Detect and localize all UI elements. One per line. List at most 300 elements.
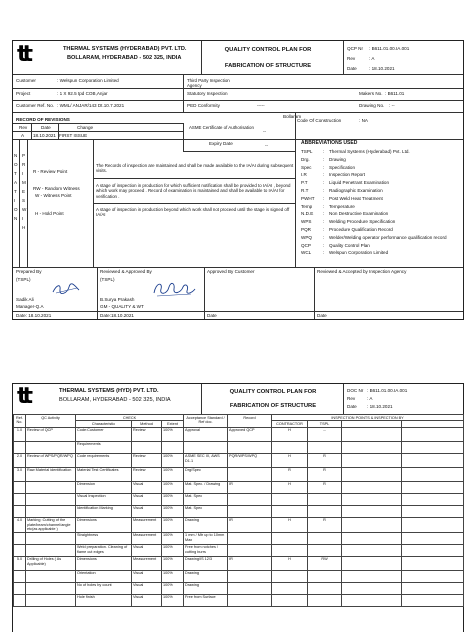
qc-table-cell bbox=[308, 441, 342, 453]
abbrev-colon: : bbox=[323, 242, 325, 248]
abbrev-code: PQR bbox=[301, 227, 311, 232]
qc-table-cell: 100% bbox=[162, 427, 184, 441]
qc-table-cell bbox=[14, 493, 26, 505]
qc-table-cell: 100% bbox=[162, 493, 184, 505]
qc-table-cell: Visual Inspection bbox=[76, 493, 132, 505]
qc-table-cell: 2.0 bbox=[14, 453, 26, 467]
rev-col-header: Rev bbox=[19, 125, 28, 130]
qc-table-cell bbox=[342, 544, 402, 556]
prepared-role: Manager-Q.A bbox=[16, 304, 44, 309]
qc-activity-table bbox=[13, 414, 464, 607]
qc-table-cell bbox=[26, 493, 76, 505]
qc-table-cell bbox=[342, 493, 402, 505]
qc-table-cell: 100% bbox=[162, 532, 184, 544]
qc-table-cell bbox=[342, 453, 402, 467]
qc-table-cell: 100% bbox=[162, 505, 184, 517]
qc-table-cell: H bbox=[272, 517, 308, 532]
abbrev-colon: : bbox=[323, 195, 325, 201]
company-name: THERMAL SYSTEMS (HYDERABAD) PVT. LTD. bbox=[63, 46, 187, 52]
abbrev-code: N.D.E bbox=[301, 211, 314, 217]
date-value: 18.10.2021 bbox=[371, 66, 395, 71]
qc-table-cell bbox=[228, 582, 272, 594]
qc-table-cell bbox=[342, 427, 402, 441]
tspl-header: TSPL bbox=[308, 421, 342, 427]
abbrev-colon: : bbox=[323, 149, 325, 154]
qc-table-cell bbox=[272, 505, 308, 517]
record-header: Record bbox=[228, 415, 272, 428]
qc-table-cell: Requirements bbox=[76, 441, 132, 453]
qc-table-cell bbox=[228, 505, 272, 517]
qc-table-cell bbox=[402, 594, 464, 606]
qc-table-cell bbox=[308, 505, 342, 517]
qc-table-cell: 1 mm / Mtr up to 10mm Max bbox=[184, 532, 228, 544]
abbrev-code: Temp bbox=[301, 203, 313, 209]
qc-table-cell: Review bbox=[132, 427, 162, 441]
qc-table-cell bbox=[26, 481, 76, 493]
qc-table-cell bbox=[228, 467, 272, 481]
point-rw-label: Random Witness bbox=[44, 186, 80, 191]
rev-label: Rev bbox=[347, 56, 356, 61]
qc-table-cell: Mat. Spec bbox=[184, 505, 228, 517]
qc-table-cell bbox=[14, 594, 26, 606]
qc-table-cell: Material Test Certificates bbox=[76, 467, 132, 481]
qc-table-cell: Measurement bbox=[132, 517, 162, 532]
rev-label-page2: Rev bbox=[347, 396, 356, 401]
reviewed-role: GM - QUALITY & WT bbox=[100, 304, 144, 309]
abbrev-colon: : bbox=[323, 180, 325, 186]
qcp-nr-label: QCP Nr bbox=[347, 46, 363, 51]
bollaram-label: Bollaram bbox=[283, 114, 302, 119]
qc-table-cell: Identification Marking bbox=[76, 505, 132, 517]
qcp-title-line1: QUALITY CONTROL PLAN FOR bbox=[224, 47, 312, 53]
qc-table-cell bbox=[272, 570, 308, 582]
notation-point-letter: H bbox=[22, 225, 26, 230]
extent-header: Extent bbox=[162, 421, 184, 427]
ref-header: Ref. No. bbox=[14, 415, 26, 428]
reviewed-by-header: Reviewed & Approved By bbox=[100, 269, 152, 274]
reviewed-tspl: (TSPL) bbox=[100, 277, 115, 282]
qc-table-cell bbox=[402, 556, 464, 570]
qc-table-cell bbox=[26, 441, 76, 453]
qcp-nr-value: B611.01.00.IA.001 bbox=[371, 46, 410, 51]
qc-table-row bbox=[14, 544, 464, 556]
qc-table-cell bbox=[402, 453, 464, 467]
notation-point-letter: R bbox=[22, 162, 26, 167]
qc-table-cell bbox=[272, 493, 308, 505]
qc-table-cell bbox=[228, 493, 272, 505]
date-label-page2: Date bbox=[347, 404, 357, 409]
doc-nr-value: B611.01.00.IA.001 bbox=[369, 388, 408, 393]
notation-letter: T bbox=[14, 171, 17, 176]
qc-table-cell: 100% bbox=[162, 517, 184, 532]
qc-table-row bbox=[14, 505, 464, 517]
notation-point-letter: P bbox=[22, 153, 26, 158]
reviewed-date: Date:18.10.2021 bbox=[100, 313, 134, 318]
qc-table-cell: Hole finish bbox=[76, 594, 132, 606]
abbrev-code: P.T bbox=[301, 180, 308, 186]
qc-table-cell bbox=[402, 517, 464, 532]
qc-table-cell: Marking :Cutting of the plate/beam/channel/angle etc(as applicable ) bbox=[26, 517, 76, 532]
abbrev-meaning: Welder/Welding operator performance qualification record bbox=[329, 234, 447, 240]
point-w-label: Witness Point bbox=[43, 193, 72, 198]
abbrev-meaning: Thermal Systems (Hyderabad) Pvt. Ltd. bbox=[329, 149, 410, 154]
date-label: Date bbox=[347, 66, 357, 71]
qc-table-cell bbox=[308, 582, 342, 594]
notation-letter: I bbox=[14, 198, 16, 203]
qc-table-cell bbox=[26, 532, 76, 544]
qc-table-cell: Visual bbox=[132, 594, 162, 606]
abbrev-colon: : bbox=[323, 203, 325, 209]
customer-label: Customer bbox=[16, 78, 36, 83]
point-r bbox=[33, 169, 67, 174]
qc-table-cell bbox=[228, 441, 272, 453]
abbrev-meaning: Welding Procedure Specification bbox=[329, 219, 396, 225]
notation-point-letter: I bbox=[22, 171, 24, 176]
qc-table-cell: Visual bbox=[132, 570, 162, 582]
rev-value: A bbox=[371, 56, 375, 61]
statutory-label: Statutory Inspection bbox=[187, 91, 228, 96]
qcp-title-line2: FABRICATION OF STRUCTURE bbox=[224, 63, 312, 69]
makers-value: B611.01 bbox=[387, 91, 405, 96]
qc-table-cell bbox=[162, 441, 184, 453]
qc-table-cell: Code:Customer bbox=[76, 427, 132, 441]
qc-table-cell: No of holes by count bbox=[76, 582, 132, 594]
abbrev-meaning: Specification bbox=[329, 164, 356, 170]
prepared-by-header: Prepared By bbox=[16, 269, 42, 274]
qc-table-cell bbox=[342, 517, 402, 532]
project-value: 1 X 92.5 tpd COB,Anjar bbox=[59, 91, 108, 96]
expiry-value: -- bbox=[265, 143, 269, 148]
code-label: Code Of Construction bbox=[297, 118, 342, 123]
qc-table-cell: IR bbox=[228, 517, 272, 532]
qc-table-cell bbox=[14, 544, 26, 556]
point-h-text: A stage of inspection in production beyond which work shall not proceed until the stage is signed off IA/AI bbox=[96, 207, 290, 218]
abbrev-code: Spec bbox=[301, 164, 312, 170]
qc-table-cell bbox=[272, 582, 308, 594]
expiry-label: Expiry Date bbox=[209, 141, 233, 146]
qc-table-row bbox=[14, 532, 464, 544]
abbrev-colon: : bbox=[323, 172, 325, 178]
qc-table-cell: Measurement bbox=[132, 556, 162, 570]
qc-table-cell bbox=[26, 594, 76, 606]
qc-table-row bbox=[14, 556, 464, 570]
point-r-code: R - bbox=[33, 169, 40, 174]
qc-table-cell: Review of QCP bbox=[26, 427, 76, 441]
qc-table-row bbox=[14, 467, 464, 481]
qc-table-cell bbox=[342, 582, 402, 594]
qc-table-cell: ASME SEC IX, AWS D1.1 bbox=[184, 453, 228, 467]
qc-table-cell bbox=[402, 493, 464, 505]
abbrev-code: I.R bbox=[301, 172, 307, 178]
company-address-page2: BOLLARAM, HYDERABAD - 502 325, INDIA bbox=[59, 397, 171, 403]
qc-table-cell bbox=[272, 441, 308, 453]
rev-row-change: FIRST ISSUE bbox=[59, 133, 88, 138]
qc-table-cell bbox=[132, 441, 162, 453]
notation-letter: T bbox=[14, 189, 17, 194]
qc-table-cell bbox=[402, 427, 464, 441]
point-rw-code: RW - bbox=[33, 186, 44, 191]
ped-label: PED Conformity bbox=[187, 103, 220, 108]
customer-date: Date bbox=[207, 313, 217, 318]
asme-value: -- bbox=[263, 129, 267, 134]
agency-header: Reviewed & Accepted by Inspection Agency bbox=[317, 269, 407, 274]
point-w-code: W - bbox=[35, 193, 43, 198]
qc-table-cell bbox=[228, 594, 272, 606]
abbrev-code: Drg. bbox=[301, 156, 310, 162]
abbrev-code: R.T bbox=[301, 188, 309, 193]
prepared-date: Date: 18.10.2021 bbox=[16, 313, 52, 318]
notation-letter: A bbox=[14, 180, 18, 185]
change-col-header: Change bbox=[77, 125, 94, 130]
qc-table-cell bbox=[272, 544, 308, 556]
drawing-value: -- bbox=[391, 103, 395, 108]
abbrev-colon: : bbox=[323, 211, 325, 217]
notation-letter: O bbox=[14, 162, 18, 167]
notation-point-letter: E bbox=[22, 189, 26, 194]
qc-table-cell bbox=[342, 467, 402, 481]
abbrev-colon: : bbox=[323, 156, 325, 162]
prepared-name: Sadik Ali bbox=[16, 297, 34, 302]
qc-table-cell bbox=[184, 441, 228, 453]
abbrev-meaning: Temperature bbox=[329, 203, 355, 209]
inspection-header: INSPECTION POINTS & INSPECTION BY bbox=[272, 415, 464, 421]
qc-table-cell: R bbox=[308, 481, 342, 493]
customer-value: Welspun Corporation Limited bbox=[59, 78, 119, 83]
qc-table-cell: Free from notches / cutting burrs bbox=[184, 544, 228, 556]
qc-table-cell: Code requirements bbox=[76, 453, 132, 467]
qc-table-cell: Free from Surface bbox=[184, 594, 228, 606]
project-label: Project bbox=[16, 91, 31, 96]
qc-table-cell bbox=[14, 570, 26, 582]
company-name-page2: THERMAL SYSTEMS (HYD) PVT. LTD. bbox=[59, 388, 159, 394]
qc-table-row bbox=[14, 493, 464, 505]
abbrev-title: ABBREVIATIONS USED bbox=[301, 140, 358, 146]
point-r-label: Review Point bbox=[40, 169, 68, 174]
abbrev-meaning: Inspection Report bbox=[329, 172, 366, 178]
tspl-logo-page2: tt bbox=[17, 384, 29, 409]
qc-table-row bbox=[14, 582, 464, 594]
qc-table-cell bbox=[342, 594, 402, 606]
qc-table-cell bbox=[228, 532, 272, 544]
qc-table-cell: Drawing bbox=[184, 570, 228, 582]
qc-table-cell bbox=[342, 441, 402, 453]
qc-table-cell bbox=[14, 532, 26, 544]
point-w bbox=[35, 193, 72, 198]
abbrev-meaning: Liquid Penetrant Examination bbox=[329, 180, 390, 186]
qc-table-row bbox=[14, 441, 464, 453]
date-value-page2: 18.10.2021 bbox=[369, 404, 393, 409]
qc-table-cell: 1.0 bbox=[14, 427, 26, 441]
qc-table-cell bbox=[26, 505, 76, 517]
qcp-title-page2-line1: QUALITY CONTROL PLAN FOR bbox=[229, 389, 317, 395]
agency-date: Date bbox=[317, 313, 327, 318]
qc-table-cell: Dimensions bbox=[76, 517, 132, 532]
qc-table-cell: Visual bbox=[132, 582, 162, 594]
abbrev-code: WPQ bbox=[301, 234, 312, 240]
qc-table-cell: 4.0 bbox=[14, 517, 26, 532]
qc-table-cell: 100% bbox=[162, 582, 184, 594]
qc-table-cell: 3.0 bbox=[14, 467, 26, 481]
qc-table-cell: 100% bbox=[162, 594, 184, 606]
qc-table-row bbox=[14, 570, 464, 582]
qc-table-cell: R bbox=[308, 517, 342, 532]
drawing-label: Drawing No. bbox=[359, 103, 385, 108]
qc-table-cell bbox=[402, 544, 464, 556]
qcp-page-1: tt THERMAL SYSTEMS (HYDERABAD) PVT. LTD. BOLLARAM, HYDERABAD - 502 325, INDIA QUALITY CONTROL PLAN FOR FABRICATION OF STRUCTURE QCP Nr Rev Date : B611.01.00.IA.001 : A : 18.10.2021 Customer : Welspun Corporation Limited Third Party Inspection Agency Project : 1 X 92.5 tpd COB,Anjar Statutory Inspection Makers No. : B611.01 Customer Ref. No. : WML/ ANJAR/143 Dt.10.7.2021 PED Conformity ----- Drawing No. : -- Bollaram RECORD OF REVISIONS Rev Date Change A 18.10.2021 FIRST ISSUE ASME Certificate of Authorisation -- Expiry Date -- Code Of Construction : NA N O T A T I O N P R I M E S W I H R - Review Point The Records of inspection are maintained and shall be made available to the IA/AI during subsequent visits. RW - Random Witness A stage of inspection in production for which sufficient notification shall be provided to IA/AI , beyond which work may proceed . Record of examination is maintained and shall be available to IA/AI for verification . W - Witness Point H - Hold Point A stage of inspection in production beyond which work shall not proceed until the stage is signed off IA/AI ABBREVIATIONS USED TSPL : Thermal Systems (Hyderabad) Pvt. Ltd. Drg. : Drawing Spec : Specification I.R : Inspection Report P.T : Liquid Penetrant Examination R.T : Radiographic Examination PWHT : Post Weld Heat Treatment Temp : Temperature N.D.E : Non Destructive Examination WPS : Welding Procedure Specification PQR : Procedure Qualification Record WPQ : Welder/Welding operator performance qualification record QCP : Quality Control Plan WCL : Welspun Corporation Limited Prepared By (TSPL) Reviewed & Approved By (TSPL) Approved By Customer Reviewed & Accepted by Inspection Agency Sadik Ali Manager-Q.A B.Surya Prakash GM - QUALITY & WT Date: 18.10.2021 Date:18.10.2021 Date Date bbox=[12, 40, 464, 320]
qc-table-cell bbox=[308, 594, 342, 606]
qc-table-cell: IR bbox=[228, 481, 272, 493]
qc-table-cell: Measurement bbox=[132, 532, 162, 544]
qc-table-cell: PQR/WPS/WPQ bbox=[228, 453, 272, 467]
qc-table-cell bbox=[308, 570, 342, 582]
qc-table-cell bbox=[402, 532, 464, 544]
notation-point-letter: S bbox=[22, 198, 26, 203]
qc-table-cell: Review bbox=[132, 467, 162, 481]
acceptance-header: Acceptance Standard / Ref doc. bbox=[184, 415, 228, 428]
qc-table-cell bbox=[402, 505, 464, 517]
qc-table-cell bbox=[26, 582, 76, 594]
abbrev-code: TSPL bbox=[301, 149, 313, 154]
qc-table-cell bbox=[14, 505, 26, 517]
abbrev-code: QCP bbox=[301, 242, 311, 248]
qc-table-cell: H bbox=[272, 556, 308, 570]
qc-table-cell: 100% bbox=[162, 481, 184, 493]
contractor-header: CONTRACTOR bbox=[272, 421, 308, 427]
qc-table-cell bbox=[14, 582, 26, 594]
notation-point-letter: M bbox=[22, 180, 26, 185]
qc-table-cell: Dimension bbox=[76, 481, 132, 493]
rev-row-date: 18.10.2021 bbox=[33, 133, 56, 138]
qc-table-cell bbox=[342, 505, 402, 517]
notation-point-letter: I bbox=[22, 216, 24, 221]
cust-ref-label: Customer Ref. No. bbox=[16, 103, 55, 108]
point-r-text: The Records of inspection are maintained and shall be made available to the IA/AI during subsequent visits. bbox=[96, 163, 294, 174]
qc-table-cell: Visual bbox=[132, 544, 162, 556]
point-rw bbox=[33, 186, 80, 191]
signature-surya bbox=[151, 279, 197, 299]
qc-table-cell bbox=[342, 481, 402, 493]
rev-value-page2: A bbox=[369, 396, 373, 401]
abbrev-colon: : bbox=[323, 234, 325, 240]
point-rw-text: A stage of inspection in production for which sufficient notification shall be provided to IA/AI , beyond which work may proceed . Record of examination is maintained and shall be available to IA/AI for verification . bbox=[96, 183, 291, 199]
qc-table-cell: Visual bbox=[132, 493, 162, 505]
qc-table-cell: Review of WPS/PQR/WPQ bbox=[26, 453, 76, 467]
qc-table-cell: 5.0 bbox=[14, 556, 26, 570]
qc-table-cell: Approved QCP bbox=[228, 427, 272, 441]
abbrev-colon: : bbox=[323, 164, 325, 170]
qc-table-cell: 100% bbox=[162, 544, 184, 556]
qc-table-cell: H bbox=[272, 481, 308, 493]
qc-table-cell bbox=[272, 594, 308, 606]
notation-letter: N bbox=[14, 153, 18, 158]
qc-table-cell bbox=[308, 493, 342, 505]
abbrev-colon: : bbox=[323, 219, 325, 225]
qc-table-cell bbox=[228, 544, 272, 556]
third-party-label: Third Party Inspection Agency bbox=[187, 78, 230, 89]
qc-table-cell: Dimensions bbox=[76, 556, 132, 570]
abbrev-meaning: Drawing bbox=[329, 156, 346, 162]
qc-table-cell: Drawing bbox=[184, 582, 228, 594]
asme-label: ASME Certificate of Authorisation bbox=[189, 125, 254, 130]
qc-table-cell bbox=[342, 532, 402, 544]
ped-value: ----- bbox=[257, 103, 265, 108]
point-h-code: H - bbox=[35, 211, 42, 216]
abbrev-meaning: Welspun Corporation Limited bbox=[329, 250, 389, 256]
qc-table-cell: Visual bbox=[132, 505, 162, 517]
abbrev-code: WCL bbox=[301, 250, 312, 256]
abbrev-meaning: Quality Control Plan bbox=[329, 242, 370, 248]
qc-table-cell: Mat. Spec. / Drawing bbox=[184, 481, 228, 493]
qc-table-cell: Orientation bbox=[76, 570, 132, 582]
qc-table-cell bbox=[402, 570, 464, 582]
qc-table-row bbox=[14, 517, 464, 532]
qc-table-cell: Raw Material identification bbox=[26, 467, 76, 481]
approved-customer-header: Approved By Customer bbox=[207, 269, 255, 274]
cust-ref-value: WML/ ANJAR/143 Dt.10.7.2021 bbox=[59, 103, 125, 108]
qc-table-cell bbox=[26, 570, 76, 582]
qc-table-cell: RW bbox=[308, 556, 342, 570]
abbrev-meaning: Procedure Qualification Record bbox=[329, 227, 393, 232]
abbrev-code: PWHT bbox=[301, 195, 315, 201]
company-address: BOLLARAM, HYDERABAD - 502 325, INDIA bbox=[67, 55, 182, 61]
qc-table-cell bbox=[402, 441, 464, 453]
code-value: NA bbox=[361, 118, 368, 123]
qc-table-cell: Drg/Spec bbox=[184, 467, 228, 481]
prepared-tspl: (TSPL) bbox=[16, 277, 31, 282]
qc-table-cell: Straightness bbox=[76, 532, 132, 544]
point-h-label: Hold Point bbox=[42, 211, 64, 216]
notation-point-letter: W bbox=[22, 207, 27, 212]
qc-table-cell: R bbox=[308, 453, 342, 467]
qc-table-cell bbox=[342, 570, 402, 582]
qc-table-row bbox=[14, 453, 464, 467]
signature-sadik bbox=[51, 282, 81, 296]
qc-table-cell: Drawing/IS 12/3 bbox=[184, 556, 228, 570]
qc-table-cell: Drawing bbox=[184, 517, 228, 532]
qc-table-cell: H bbox=[272, 427, 308, 441]
qc-table-cell: 100% bbox=[162, 556, 184, 570]
activity-header: QC Activity bbox=[26, 415, 76, 428]
qc-table-cell bbox=[342, 556, 402, 570]
qc-table-cell: Visual bbox=[132, 481, 162, 493]
abbrev-colon: : bbox=[323, 227, 325, 232]
reviewed-name: B.Surya Prakash bbox=[100, 297, 135, 302]
notation-letter: O bbox=[14, 207, 18, 212]
qc-table-cell: R bbox=[272, 467, 308, 481]
qc-table-cell: -- bbox=[308, 427, 342, 441]
qcp-page-2: tt THERMAL SYSTEMS (HYD) PVT. LTD. BOLLARAM, HYDERABAD - 502 325, INDIA QUALITY CONTROL PLAN FOR FABRICATION OF STRUCTURE DOC Nr Rev Date : B611.01.00.IA.001 : A : 18.10.2021 Ref. No. QC Activity CHECK Acceptance Standard / Ref doc. Record INSPECTION POINTS & INSPECTION BY Characteristic Method Extent CONTRACTOR TSPL 1.0 Review of QCP Code:Customer Review 100% Approval Approved QCP H -- Requirements 2.0 Review of WPS/PQR/WPQ Code requirements Review 100% ASME SEC IX, AWS D1.1 PQR/WPS/WPQ H R 3.0 Raw Material identification Material Test Certificates Review 100% Drg/Spec R R Dimension Visual 100% Mat. Spec. / Drawing IR H R Visual Inspection Visual 100% Mat. Spec Identification Marking Visual 100% Mat. Spec 4.0 Marking :Cutting of the plate/beam/channel/angle etc(as applicable ) Dimensions Measurement 100% Drawing IR H R Straightness Measurement 100% 1 mm / Mtr up to 10mm Max Weld preparation. Cleaning of flame cut edges Visual 100% Free from notches / cutting burrs 5.0 Drilling of Holes ( As Applicable) Dimensions Measurement 100% Drawing/IS 12/3 IR H RW Orientation Visual 100% Drawing No of holes by count Visual 100% Drawing Hole finish Visual 100% Free from Surface bbox=[12, 383, 464, 632]
method-header: Method bbox=[132, 421, 162, 427]
qc-table-row bbox=[14, 594, 464, 606]
doc-nr-label: DOC Nr bbox=[347, 388, 364, 393]
check-header: CHECK bbox=[76, 415, 184, 421]
qc-table-cell bbox=[14, 481, 26, 493]
qc-table-cell: H bbox=[272, 453, 308, 467]
notation-letter: N bbox=[14, 216, 18, 221]
revisions-title: RECORD OF REVISIONS bbox=[16, 117, 70, 122]
qc-table-cell bbox=[402, 467, 464, 481]
tspl-logo: tt bbox=[17, 42, 29, 67]
qc-table-cell: Review bbox=[132, 453, 162, 467]
qc-table-cell: R bbox=[308, 467, 342, 481]
makers-label: Makers No. bbox=[359, 91, 383, 96]
characteristic-header: Characteristic bbox=[76, 421, 132, 427]
qc-table-row bbox=[14, 481, 464, 493]
qc-table-cell bbox=[272, 532, 308, 544]
qc-table-cell: Drilling of Holes ( As Applicable) bbox=[26, 556, 76, 570]
abbrev-code: WPS bbox=[301, 219, 312, 225]
qc-table-cell: IR bbox=[228, 556, 272, 570]
